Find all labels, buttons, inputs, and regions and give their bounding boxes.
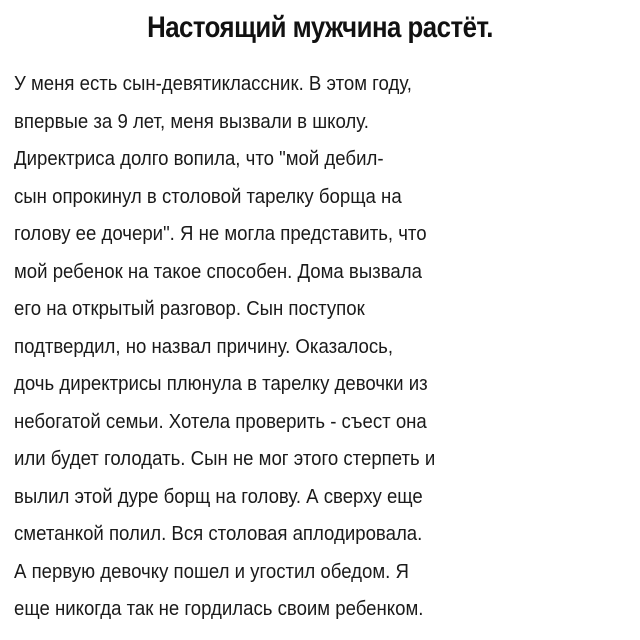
body-line: или будет голодать. Сын не мог этого стерпеть и — [14, 448, 436, 470]
body-line: подтвердил, но назвал причину. Оказалось, — [14, 335, 394, 358]
body-line: впервые за 9 лет, меня вызвали в школу. — [14, 110, 369, 133]
post-title: Настоящий мужчина растёт. — [147, 11, 493, 44]
body-line: А первую девочку пошел и угостил обедом. Я — [14, 560, 409, 583]
body-line: Директриса долго вопила, что "мой дебил- — [14, 148, 384, 170]
body-line: его на открытый разговор. Сын поступок — [14, 298, 365, 320]
body-line: сметанкой полил. Вся столовая аплодировала. — [14, 523, 423, 545]
body-line: У меня есть сын-девятиклассник. В этом году, — [14, 73, 412, 95]
post-body — [14, 66, 626, 629]
body-line: дочь директрисы плюнула в тарелку девочки из — [14, 373, 428, 395]
body-line: вылил этой дуре борщ на голову. А сверху еще — [14, 485, 423, 508]
body-line: небогатой семьи. Хотела проверить - съест она — [14, 410, 427, 433]
body-line: сын опрокинул в столовой тарелку борща на — [14, 185, 402, 208]
body-line: голову ее дочери". Я не могла представить, что — [14, 223, 427, 245]
body-line: еще никогда так не гордилась своим ребенком. — [14, 598, 424, 620]
body-line: мой ребенок на такое способен. Дома вызвала — [14, 260, 422, 283]
